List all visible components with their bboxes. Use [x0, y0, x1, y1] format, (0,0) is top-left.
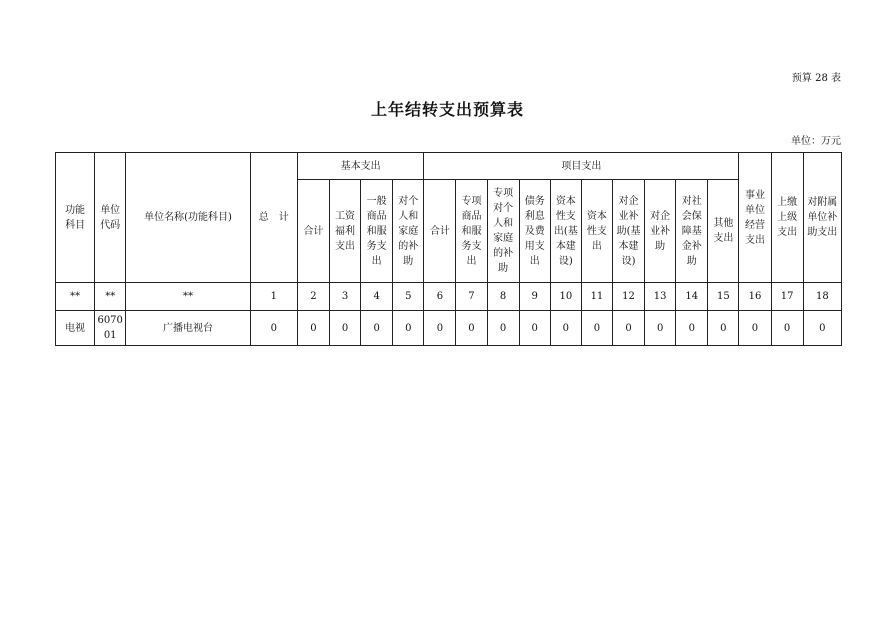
cell-value: 0 [645, 311, 676, 346]
header-unit-code: 单位代码 [95, 153, 126, 283]
header-affiliated-subsidy: 对附属单位补助支出 [803, 153, 841, 283]
header-business-expenditure: 事业单位经营支出 [739, 153, 771, 283]
index-cell: 14 [676, 283, 708, 311]
index-cell: ** [95, 283, 126, 311]
cell-func-subject: 电视 [56, 311, 95, 346]
cell-value: 0 [424, 311, 456, 346]
header-project-col: 其他支出 [708, 180, 739, 283]
cell-value: 0 [550, 311, 581, 346]
header-project-col: 对企业补助(基本建设) [612, 180, 644, 283]
cell-value: 0 [612, 311, 644, 346]
cell-value: 0 [519, 311, 550, 346]
header-project-col: 资本性支出(基本建设) [550, 180, 581, 283]
header-project-col: 债务利息及费用支出 [519, 180, 550, 283]
index-cell: 18 [803, 283, 841, 311]
index-cell: 5 [393, 283, 424, 311]
page-title: 上年结转支出预算表 [370, 100, 524, 119]
index-cell: 9 [519, 283, 550, 311]
cell-value: 0 [361, 311, 393, 346]
header-basic-col: 一般商品和服务支出 [361, 180, 393, 283]
cell-value: 0 [487, 311, 519, 346]
index-row [56, 283, 842, 311]
cell-unit-code: 607001 [95, 311, 126, 346]
index-cell: 4 [361, 283, 393, 311]
header-project-col: 对企业补助 [645, 180, 676, 283]
index-cell: 11 [581, 283, 612, 311]
cell-unit-name: 广播电视台 [126, 311, 250, 346]
header-project-col: 对社会保障基金补助 [676, 180, 708, 283]
index-cell: 6 [424, 283, 456, 311]
cell-value: 0 [456, 311, 487, 346]
index-cell: 1 [250, 283, 297, 311]
cell-value: 0 [739, 311, 771, 346]
index-cell: 15 [708, 283, 739, 311]
header-row-groups [56, 153, 842, 180]
table-row [56, 311, 842, 346]
cell-value: 0 [581, 311, 612, 346]
cell-value: 0 [771, 311, 803, 346]
header-upper-expenditure: 上缴上级支出 [771, 153, 803, 283]
index-cell: 7 [456, 283, 487, 311]
header-unit-name: 单位名称(功能科目) [126, 153, 250, 283]
header-basic-col: 合计 [297, 180, 329, 283]
budget-table [55, 152, 842, 346]
header-total: 总 计 [250, 153, 297, 283]
header-func-subject: 功能科目 [56, 153, 95, 283]
cell-value: 0 [330, 311, 361, 346]
index-cell: 10 [550, 283, 581, 311]
header-project-col: 合计 [424, 180, 456, 283]
index-cell: 13 [645, 283, 676, 311]
cell-value: 0 [250, 311, 297, 346]
form-number: 预算 28 表 [791, 73, 841, 84]
index-cell: 3 [330, 283, 361, 311]
cell-value: 0 [393, 311, 424, 346]
index-cell: ** [56, 283, 95, 311]
header-project-col: 专项商品和服务支出 [456, 180, 487, 283]
index-cell: 17 [771, 283, 803, 311]
header-project-expenditure: 项目支出 [424, 153, 739, 180]
index-cell: ** [126, 283, 250, 311]
header-basic-col: 工资福利支出 [330, 180, 361, 283]
header-project-col: 专项对个人和家庭的补助 [487, 180, 519, 283]
cell-value: 0 [708, 311, 739, 346]
index-cell: 16 [739, 283, 771, 311]
index-cell: 2 [297, 283, 329, 311]
index-cell: 12 [612, 283, 644, 311]
header-project-col: 资本性支出 [581, 180, 612, 283]
header-basic-expenditure: 基本支出 [297, 153, 423, 180]
cell-value: 0 [297, 311, 329, 346]
cell-value: 0 [676, 311, 708, 346]
index-cell: 8 [487, 283, 519, 311]
cell-value: 0 [803, 311, 841, 346]
unit-label: 单位：万元 [791, 136, 841, 147]
header-basic-col: 对个人和家庭的补助 [393, 180, 424, 283]
